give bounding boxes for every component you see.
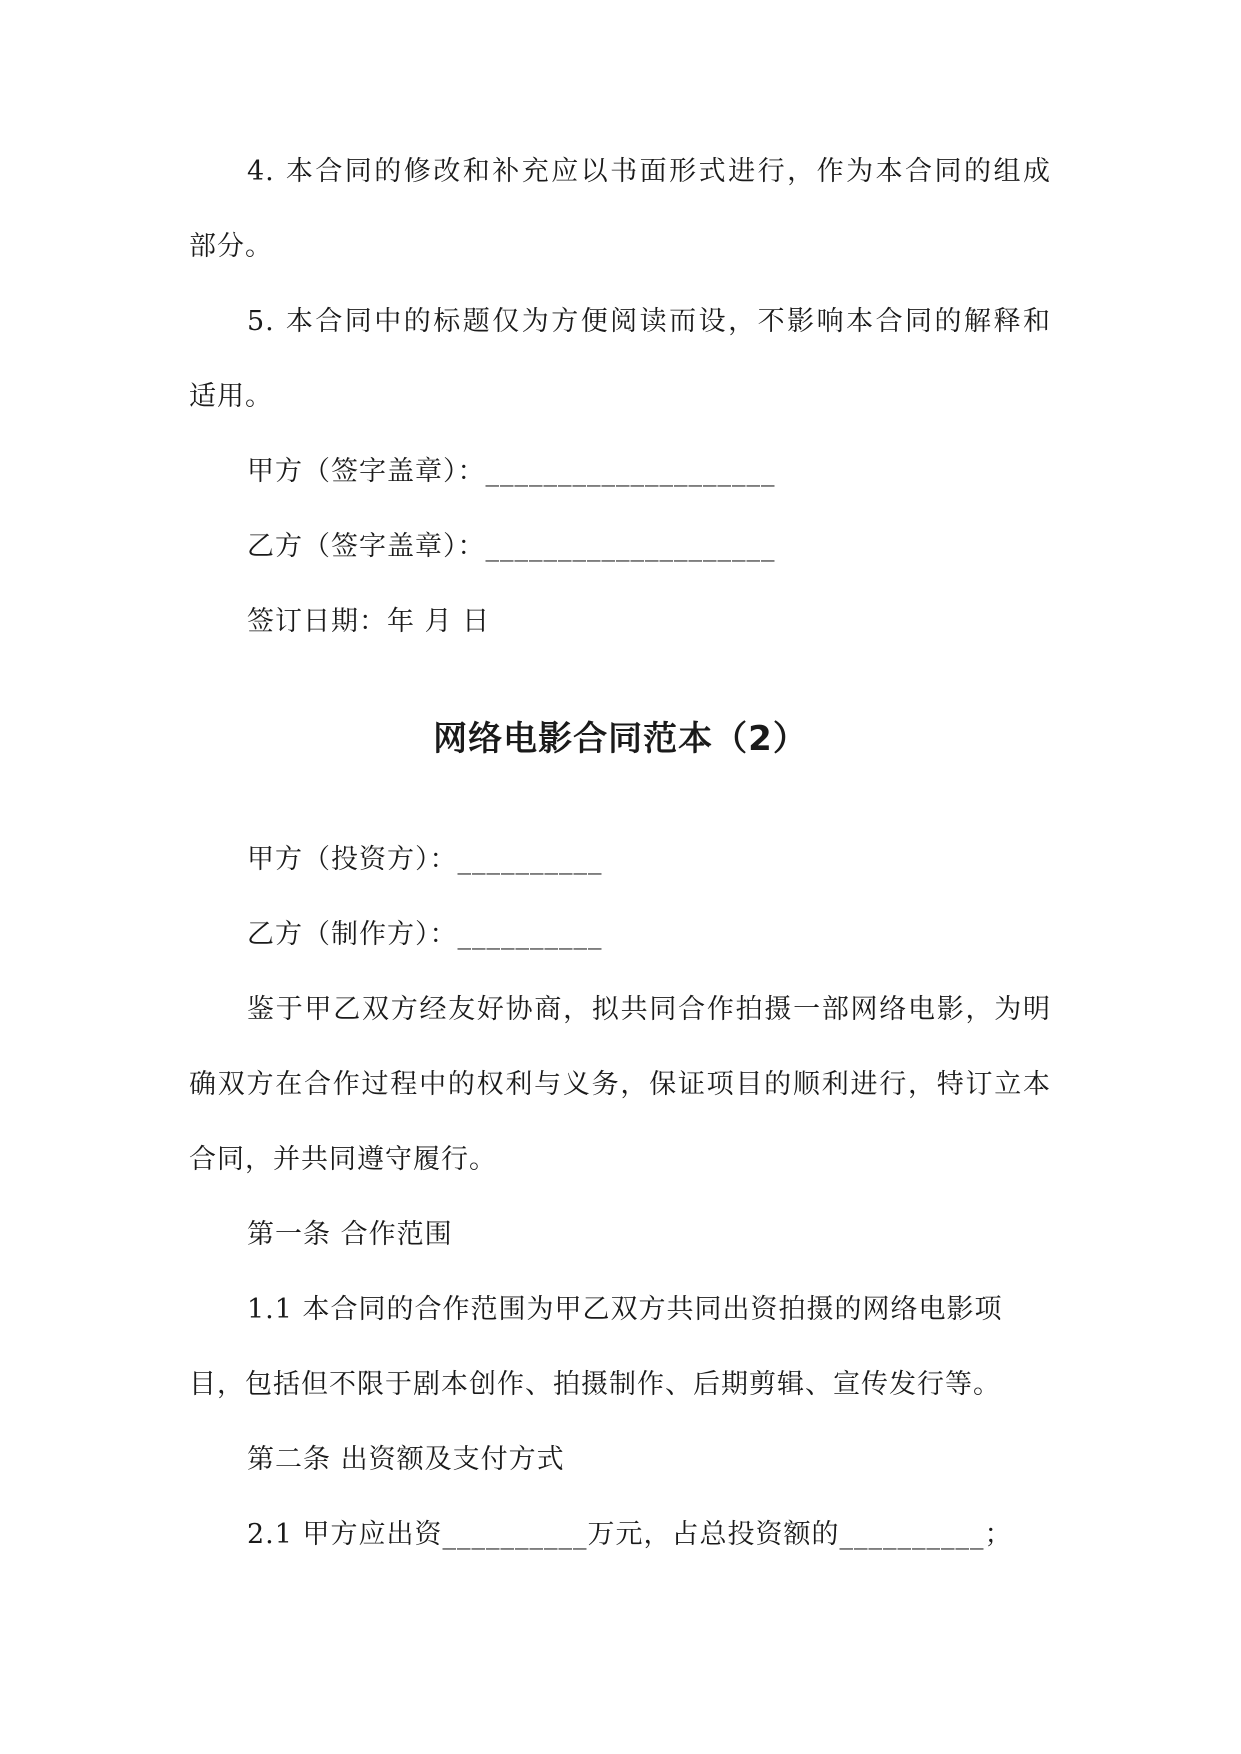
clause-2-1: 2.1 甲方应出资__________万元，占总投资额的__________； [247, 1519, 1013, 1550]
party-a-investor-line: 甲方（投资方）：__________ [247, 844, 603, 875]
signing-date-line: 签订日期：年 月 日 [247, 606, 491, 637]
party-a-signature-line: 甲方（签字盖章）：____________________ [247, 456, 776, 487]
contract-title: 网络电影合同范本（2） [433, 719, 808, 759]
item-4-line-1: 4. 本合同的修改和补充应以书面形式进行，作为本合同的组成 [247, 156, 1051, 187]
preamble-line-3: 合同，并共同遵守履行。 [189, 1144, 497, 1175]
party-b-producer-line: 乙方（制作方）：__________ [247, 919, 603, 950]
item-4-line-2: 部分。 [189, 231, 273, 262]
preamble-line-2: 确双方在合作过程中的权利与义务，保证项目的顺利进行，特订立本 [189, 1069, 1051, 1100]
party-b-signature-line: 乙方（签字盖章）：____________________ [247, 531, 776, 562]
article-1-heading: 第一条 合作范围 [247, 1219, 453, 1250]
article-2-heading: 第二条 出资额及支付方式 [247, 1444, 565, 1475]
clause-1-1-line-2: 目，包括但不限于剧本创作、拍摄制作、后期剪辑、宣传发行等。 [189, 1369, 1001, 1400]
item-5-line-1: 5. 本合同中的标题仅为方便阅读而设，不影响本合同的解释和 [247, 306, 1051, 337]
item-5-line-2: 适用。 [189, 381, 273, 412]
preamble-line-1: 鉴于甲乙双方经友好协商，拟共同合作拍摄一部网络电影，为明 [247, 994, 1051, 1025]
clause-1-1-line-1: 1.1 本合同的合作范围为甲乙双方共同出资拍摄的网络电影项 [247, 1294, 1003, 1325]
